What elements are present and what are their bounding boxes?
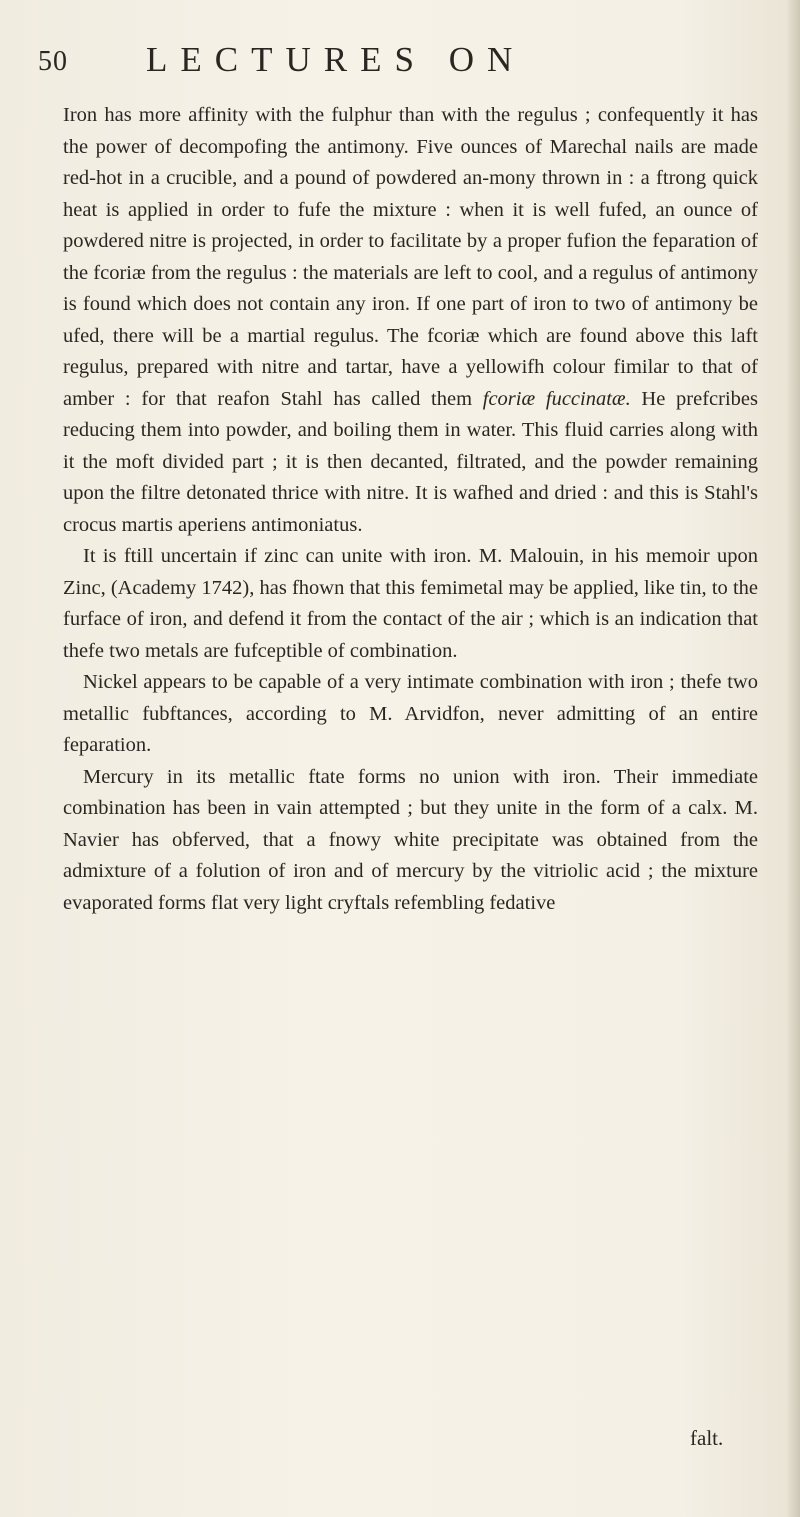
- body-text: [63, 100, 758, 919]
- page-edge-shadow: [786, 0, 800, 1517]
- paragraph-text: It is ftill uncertain if zinc can unite with iron. M. Malouin, in his memoir upon Zinc, (Academy 1742), has fhown that this femimetal may be applied, like tin, to the furface of iron, and defend it from the contact of the air ; which is an indication that thefe two metals are fufceptible of combination.: [63, 545, 758, 662]
- paragraph-text: Iron has more affinity with the fulphur than with the regulus ; confequently it has the power of decompofing the antimony. Five ounces of Marechal nails are made red-hot in a crucible, and a pound of powdered an-mony thrown in : a ftrong quick heat is applied in order to fufe the mixture : when it is well fufed, an ounce of powdered nitre is projected, in order to facilitate by a proper fufion the feparation of the fcoriæ from the regulus : the materials are left to cool, and a regulus of antimony is found which does not contain any iron. If one part of iron to two of antimony be ufed, there will be a martial regulus. The fcoriæ which are found above this laft regulus, prepared with nitre and tartar, have a yellowifh colour fimilar to that of amber : for that reafon Stahl has called them: [63, 104, 758, 410]
- page-number: 50: [38, 46, 68, 77]
- italic-term: fcoriæ fuccinatæ.: [482, 387, 631, 410]
- paragraph-text: He prefcribes reducing them into powder, and boiling them in water. This fluid carries along with it the moft divided part ; it is then decanted, filtrated, and the powder remaining upon the filtre detonated thrice with nitre. It is wafhed and dried : and this is Stahl's crocus martis aperiens antimoniatus.: [63, 387, 759, 536]
- running-title: LECTURES ON: [146, 40, 526, 79]
- catchword: falt.: [690, 1426, 724, 1450]
- paragraph-iron-antimony: [63, 100, 758, 541]
- paragraph-zinc: [63, 541, 758, 667]
- paragraph-nickel: [63, 667, 758, 762]
- page-header: [38, 40, 768, 84]
- paragraph-text: Nickel appears to be capable of a very intimate combination with iron ; thefe two metallic fubftances, according to M. Arvidfon, never admitting of an entire feparation.: [63, 671, 758, 756]
- paragraph-mercury: [63, 762, 758, 920]
- paragraph-text: Mercury in its metallic ftate forms no union with iron. Their immediate combination has been in vain attempted ; but they unite in the form of a calx. M. Navier has obferved, that a fnowy white precipitate was obtained from the admixture of a folution of iron and of mercury by the vitriolic acid ; the mixture evaporated forms flat very light cryftals refembling fedative: [63, 765, 758, 914]
